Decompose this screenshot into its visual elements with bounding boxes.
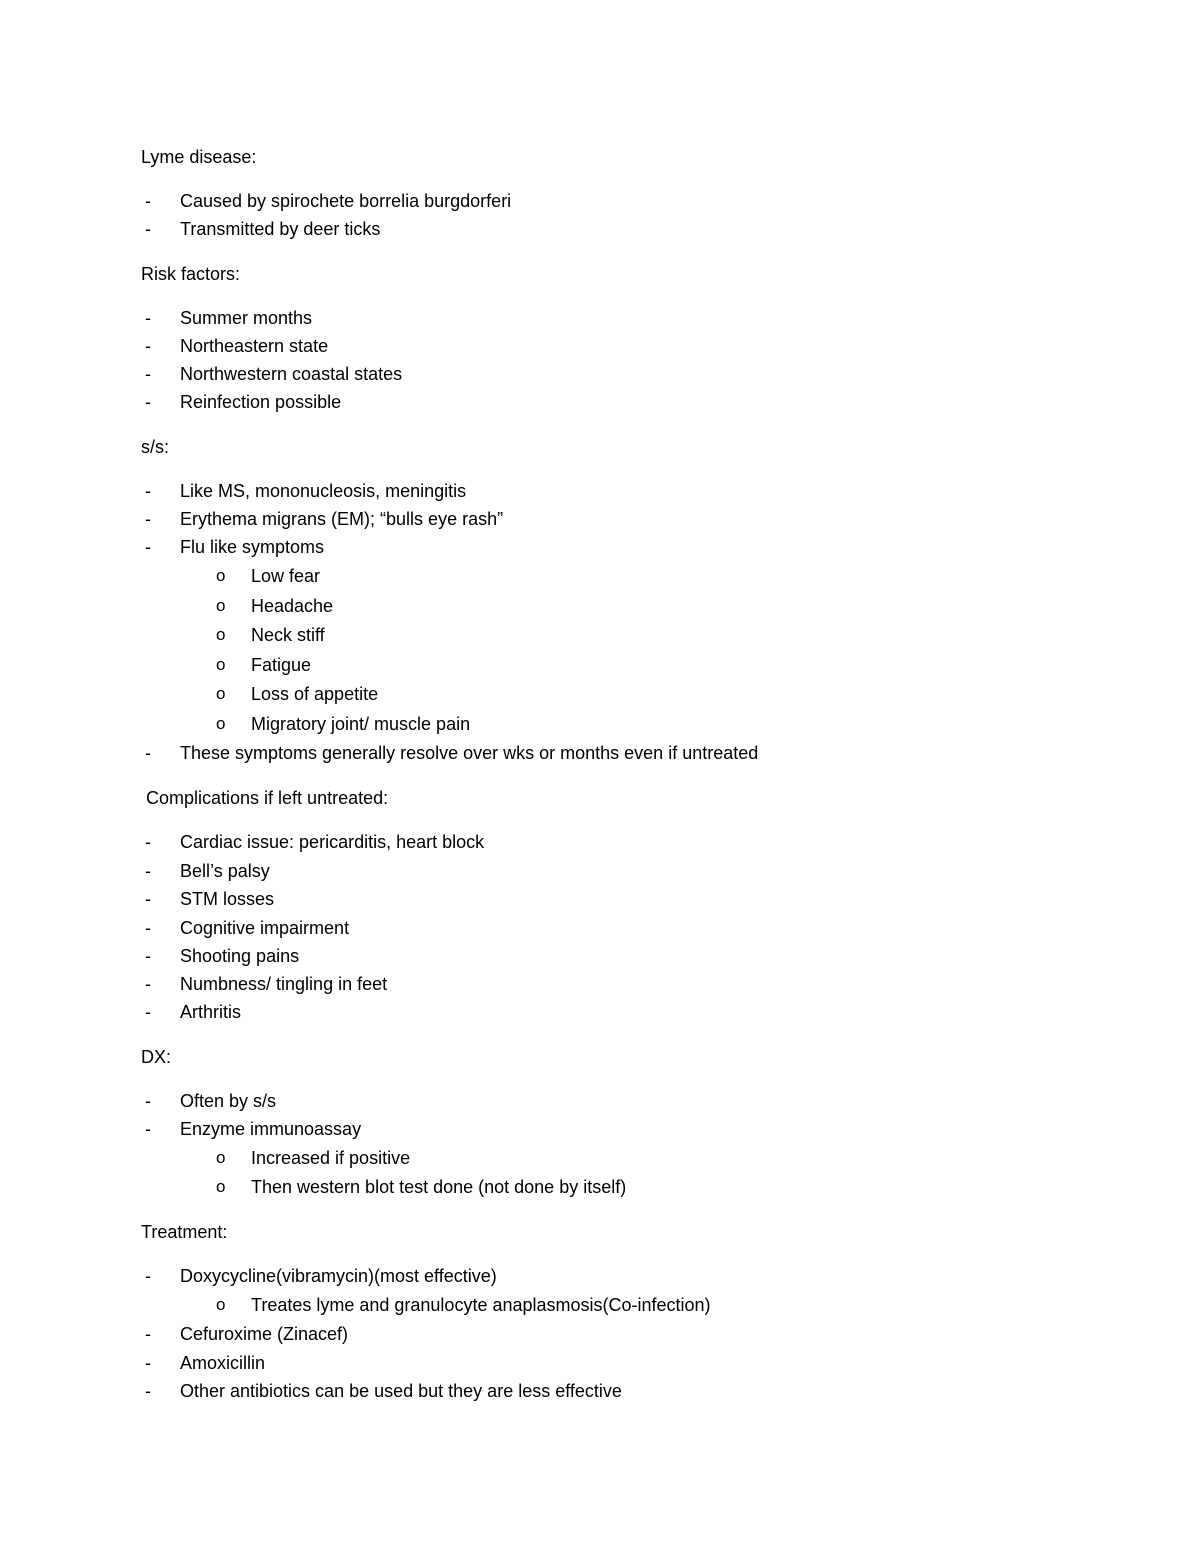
list-item-text: STM losses <box>180 889 275 909</box>
dash-marker: - <box>145 1324 151 1344</box>
list-item-text: Reinfection possible <box>180 392 342 412</box>
dash-marker: - <box>145 918 151 938</box>
dash-marker: - <box>145 743 151 763</box>
circle-bullet-icon: o <box>216 1177 226 1196</box>
dash-marker: - <box>145 191 151 211</box>
dash-marker: - <box>145 1381 151 1401</box>
dash-marker: - <box>145 1119 151 1139</box>
sub-list-item-text: Headache <box>251 596 334 616</box>
section-heading-dx: DX: <box>141 1047 172 1067</box>
list-item-text: Often by s/s <box>180 1091 277 1111</box>
dash-marker: - <box>145 861 151 881</box>
circle-bullet-icon: o <box>216 625 226 644</box>
list-item-text: Cognitive impairment <box>180 918 350 938</box>
section-heading-risk: Risk factors: <box>141 264 241 284</box>
sub-list-item-text: Loss of appetite <box>251 684 379 704</box>
dash-marker: - <box>145 946 151 966</box>
sub-list-item-text: Low fear <box>251 566 321 586</box>
list-item-text: Other antibiotics can be used but they are less effective <box>180 1381 622 1401</box>
list-item-text: Caused by spirochete borrelia burgdorferi <box>180 191 512 211</box>
list-item-text: Enzyme immunoassay <box>180 1119 362 1139</box>
circle-bullet-icon: o <box>216 596 226 615</box>
dash-marker: - <box>145 481 151 501</box>
section-heading-ss: s/s: <box>141 437 170 457</box>
dash-marker: - <box>145 336 151 356</box>
circle-bullet-icon: o <box>216 1295 226 1314</box>
list-item-text: Like MS, mononucleosis, meningitis <box>180 481 467 501</box>
dash-marker: - <box>145 219 151 239</box>
list-item-text: Summer months <box>180 308 313 328</box>
dash-marker: - <box>145 1002 151 1022</box>
dash-marker: - <box>145 1353 151 1373</box>
list-item-text: Arthritis <box>180 1002 242 1022</box>
list-item-text: Northwestern coastal states <box>180 364 403 384</box>
list-item-text: Cefuroxime (Zinacef) <box>180 1324 349 1344</box>
circle-bullet-icon: o <box>216 684 226 703</box>
list-item-text: Shooting pains <box>180 946 300 966</box>
list-item-text: Amoxicillin <box>180 1353 266 1373</box>
dash-marker: - <box>145 537 151 557</box>
list-item-text: Flu like symptoms <box>180 537 325 557</box>
dash-marker: - <box>145 1266 151 1286</box>
dash-marker: - <box>145 364 151 384</box>
list-item-text: Cardiac issue: pericarditis, heart block <box>180 832 485 852</box>
sub-list-item-text: Increased if positive <box>251 1148 411 1168</box>
dash-marker: - <box>145 974 151 994</box>
dash-marker: - <box>145 509 151 529</box>
sub-list-item-text: Fatigue <box>251 655 312 675</box>
dash-marker: - <box>145 1091 151 1111</box>
list-item-text: These symptoms generally resolve over wks or months even if untreated <box>180 743 759 763</box>
sub-list-item-text: Then western blot test done (not done by itself) <box>251 1177 627 1197</box>
section-heading-lyme: Lyme disease: <box>141 147 257 167</box>
circle-bullet-icon: o <box>216 1148 226 1167</box>
sub-list-item-text: Neck stiff <box>251 625 325 645</box>
circle-bullet-icon: o <box>216 714 226 733</box>
sub-list-item-text: Treates lyme and granulocyte anaplasmosis(Co-infection) <box>251 1295 711 1315</box>
dash-marker: - <box>145 392 151 412</box>
list-item-text: Northeastern state <box>180 336 329 356</box>
list-item-text: Transmitted by deer ticks <box>180 219 381 239</box>
circle-bullet-icon: o <box>216 566 226 585</box>
list-item-text: Doxycycline(vibramycin)(most effective) <box>180 1266 497 1286</box>
circle-bullet-icon: o <box>216 655 226 674</box>
list-item-text: Numbness/ tingling in feet <box>180 974 388 994</box>
section-heading-complications: Complications if left untreated: <box>146 788 389 808</box>
list-item-text: Erythema migrans (EM); “bulls eye rash” <box>180 509 504 529</box>
section-heading-treatment: Treatment: <box>141 1222 228 1242</box>
dash-marker: - <box>145 308 151 328</box>
dash-marker: - <box>145 832 151 852</box>
dash-marker: - <box>145 889 151 909</box>
list-item-text: Bell’s palsy <box>180 861 270 881</box>
sub-list-item-text: Migratory joint/ muscle pain <box>251 714 471 734</box>
